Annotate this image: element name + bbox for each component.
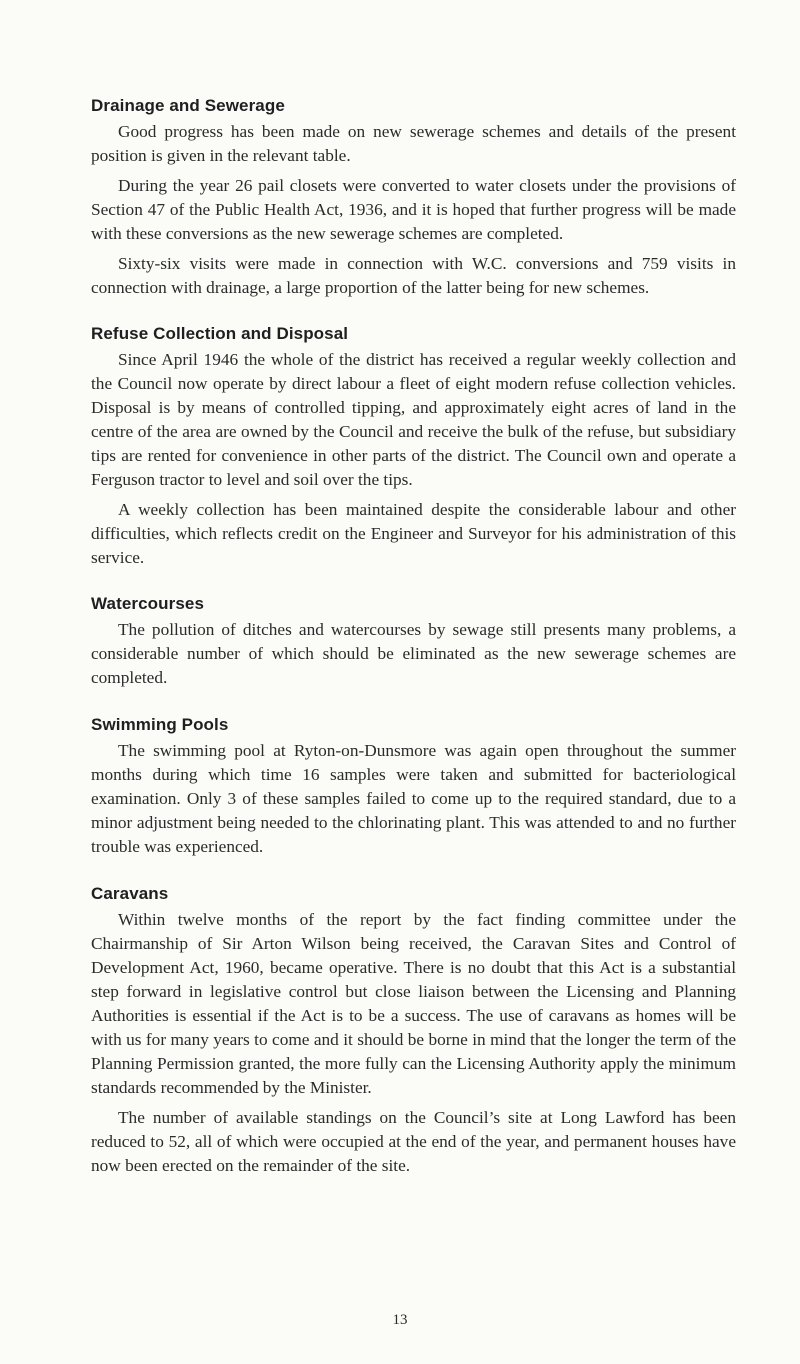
paragraph: Good progress has been made on new sewerage schemes and details of the present position is given in the relevant table. — [91, 122, 736, 165]
section-refuse-collection — [91, 324, 736, 570]
page-number: 13 — [392, 1312, 408, 1328]
section-drainage-sewerage — [91, 96, 736, 300]
section-heading: Drainage and Sewerage — [91, 96, 285, 115]
paragraph: Within twelve months of the report by the fact finding committee under the Chairmanship of Sir Arton Wilson being received, the Caravan Sites and Control of Development Act, 1960, became operative. There is no doubt that this Act is a substantial step forward in legislative control but close liaison between the Licensing and Planning Authorities is essential if the Act is to be a success. The use of caravans as homes will be with us for many years to come and it should be borne in mind that the longer the term of the Planning Permission granted, the more fully can the Licensing Authority apply the minimum standards recommended by the Minister. — [91, 910, 736, 1097]
section-heading: Refuse Collection and Disposal — [91, 324, 349, 343]
section-watercourses — [91, 594, 736, 690]
paragraph: The number of available standings on the Council’s site at Long Lawford has been reduced to 52, all of which were occupied at the end of the year, and permanent houses have now been erected on the remainder of the site. — [91, 1108, 736, 1175]
section-caravans — [91, 884, 736, 1178]
section-heading: Watercourses — [91, 594, 205, 613]
paragraph: During the year 26 pail closets were converted to water closets under the provisions of Section 47 of the Public Health Act, 1936, and it is hoped that further progress will be made with these conversions as the new sewerage schemes are completed. — [91, 176, 736, 243]
section-heading: Swimming Pools — [91, 715, 229, 734]
section-heading: Caravans — [91, 884, 169, 903]
paragraph: Since April 1946 the whole of the district has received a regular weekly collection and the Council now operate by direct labour a fleet of eight modern refuse collection vehicles. Disposal is by means of controlled tipping, and approximately eight acres of land in the centre of the area are owned by the Council and receive the bulk of the refuse, but subsidiary tips are rented for convenience in other parts of the district. The Council own and operate a Ferguson tractor to level and soil over the tips. — [91, 350, 736, 489]
paragraph: The swimming pool at Ryton-on-Dunsmore was again open throughout the summer months during which time 16 samples were taken and submitted for bacteriological examination. Only 3 of these samples failed to come up to the required standard, due to a minor adjustment being needed to the chlorinating plant. This was attended to and no further trouble was experienced. — [91, 741, 736, 856]
paragraph: The pollution of ditches and watercourses by sewage still presents many problems, a considerable number of which should be eliminated as the new sewerage schemes are completed. — [91, 620, 736, 687]
document-page — [91, 96, 736, 1184]
section-swimming-pools — [91, 715, 736, 859]
paragraph: Sixty-six visits were made in connection with W.C. conversions and 759 visits in connection with drainage, a large proportion of the latter being for new schemes. — [91, 254, 736, 297]
paragraph: A weekly collection has been maintained despite the considerable labour and other difficulties, which reflects credit on the Engineer and Surveyor for his administration of this service. — [91, 500, 736, 567]
